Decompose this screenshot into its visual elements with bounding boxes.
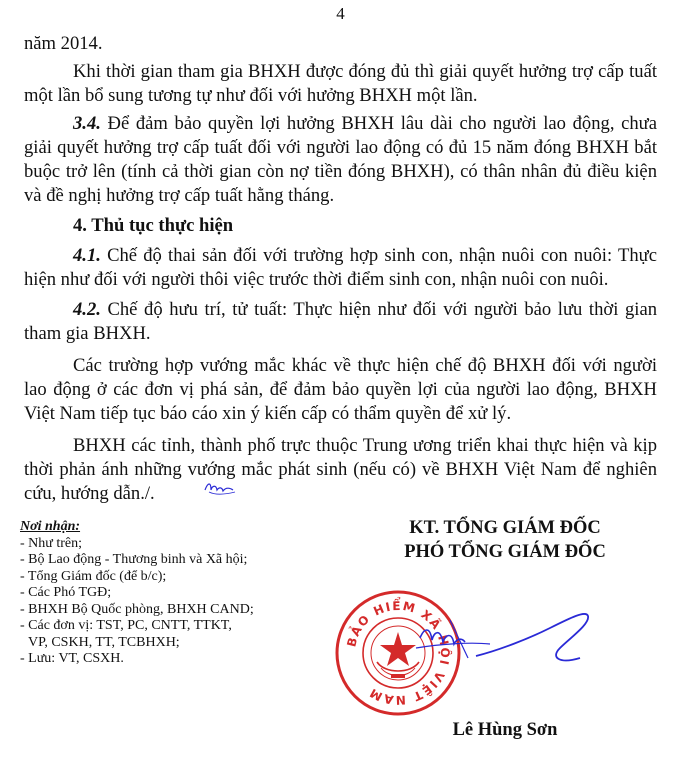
page-number: 4: [336, 4, 345, 23]
paragraph-text: Các trường hợp vướng mắc khác về thực hiện chế độ BHXH đối với người lao động ở các đơn vị phá sản, để đảm bảo quyền lợi của người lao động, BHXH Việt Nam tiếp tục báo cáo xin ý kiến cấp có thẩm quyền để xử lý.: [24, 355, 657, 424]
signer-name: Lê Hùng Sơn: [452, 720, 558, 740]
initials-mark-icon: [203, 478, 243, 498]
section-number: 4.1.: [73, 245, 101, 266]
recipient-item: - Tổng Giám đốc (để b/c);: [20, 568, 167, 584]
recipient-item: - Lưu: VT, CSXH.: [20, 651, 124, 666]
recipient-item: - BHXH Bộ Quốc phòng, BHXH CAND;: [20, 601, 254, 617]
paragraph-3-4: [24, 112, 657, 208]
paragraph-text: 4. Thủ tục thực hiện: [73, 215, 234, 236]
paragraph-text: Chế độ hưu trí, tử tuất: Thực hiện như đối với người bảo lưu thời gian tham gia BHXH.: [24, 299, 657, 344]
recipient-item: - Các đơn vị: TST, PC, CNTT, TTKT,: [20, 618, 232, 633]
recipient-item: - Bộ Lao động - Thương binh và Xã hội;: [20, 552, 248, 567]
paragraph-text: Để đảm bảo quyền lợi hưởng BHXH lâu dài cho người lao động, chưa giải quyết hưởng trợ cấp tuất đối với người lao động có đủ 15 năm đóng BHXH bắt buộc trở lên (tính cả thời gian còn nợ tiền đóng BHXH), có thân nhân đủ điều kiện và đề nghị hưởng trợ cấp tuất hằng tháng.: [24, 113, 657, 206]
paragraph-other-issues: [24, 354, 657, 426]
recipients-list: [20, 519, 320, 668]
recipient-item: VP, CSKH, TT, TCBHXH;: [28, 634, 180, 650]
paragraph-text: Chế độ thai sản đối với trường hợp sinh con, nhận nuôi con nuôi: Thực hiện như đối với người thôi việc trước thời điểm sinh con, nhận nuôi con nuôi.: [24, 245, 657, 290]
seal-text: BẢO HIỂM XÃ HỘI VIỆT NAM: [344, 598, 453, 708]
paragraph-text: Khi thời gian tham gia BHXH được đóng đủ thì giải quyết hưởng trợ cấp tuất một lần bổ sung tương tự như đối với hưởng BHXH một lần.: [24, 61, 657, 106]
signature-title-line1: KT. TỔNG GIÁM ĐỐC: [409, 518, 601, 538]
paragraph-continuation: [24, 32, 657, 56]
section-number: 4.2.: [73, 299, 101, 320]
recipients-title: Nơi nhận:: [20, 519, 81, 534]
body-text: [24, 32, 657, 506]
paragraph-supplement: [24, 60, 657, 108]
recipient-item: - Như trên;: [20, 535, 83, 551]
recipient-item: - Các Phó TGĐ;: [20, 585, 112, 600]
handwritten-signature-icon: [410, 598, 610, 688]
paragraph-implementation: [24, 434, 657, 506]
paragraph-text: BHXH các tỉnh, thành phố trực thuộc Trung ương triển khai thực hiện và kịp thời phản ánh những vướng mắc phát sinh (nếu có) về BHXH Việt Nam để nghiên cứu, hướng dẫn./.: [24, 435, 657, 504]
section-number: 3.4.: [73, 113, 101, 134]
paragraph-text: năm 2014.: [24, 33, 103, 54]
signature-title-line2: PHÓ TỔNG GIÁM ĐỐC: [404, 542, 606, 562]
section-heading-procedures: [24, 214, 657, 238]
paragraph-4-2: [24, 298, 657, 346]
paragraph-4-1: [24, 244, 657, 292]
